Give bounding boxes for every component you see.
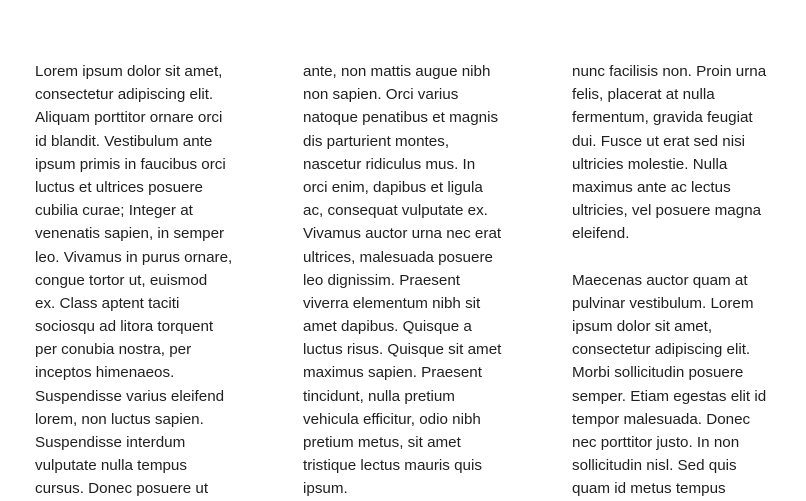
text-column-2	[303, 60, 528, 501]
text-line: vehicula efficitur, odio nibh	[303, 410, 481, 428]
text-line: Aliquam porttitor ornare orci	[35, 109, 223, 127]
text-line: tempor malesuada. Donec	[572, 410, 751, 428]
text-line: cubilia curae; Integer at	[35, 202, 193, 220]
paragraph-break	[572, 246, 797, 269]
text-line: viverra elementum nibh sit	[303, 294, 481, 312]
text-line: ipsum dolor sit amet,	[572, 318, 713, 336]
text-line: ultricies molestie. Nulla	[572, 155, 728, 173]
text-column-1	[35, 60, 260, 501]
text-line: tristique lectus mauris quis	[303, 457, 482, 475]
text-line: felis, placerat at nulla	[572, 86, 715, 104]
text-line: Lorem ipsum dolor sit amet,	[35, 63, 223, 80]
text-line: ultrices, malesuada posuere	[303, 248, 493, 266]
text-line: consectetur adipiscing elit.	[572, 341, 751, 359]
text-line: tincidunt, nulla pretium	[303, 387, 455, 405]
text-line: leo. Vivamus in purus ornare,	[35, 248, 233, 266]
text-line: amet dapibus. Quisque a	[303, 318, 472, 336]
text-line: Vivamus auctor urna nec erat	[303, 225, 502, 243]
text-line: semper. Etiam egestas elit id	[572, 387, 767, 405]
text-line: Maecenas auctor quam at	[572, 271, 748, 289]
text-line: id blandit. Vestibulum ante	[35, 132, 213, 150]
text-line: ipsum.	[303, 480, 348, 498]
text-line: natoque penatibus et magnis	[303, 109, 499, 127]
text-line: congue tortor ut, euismod	[35, 271, 208, 289]
text-line: fermentum, gravida feugiat	[572, 109, 753, 127]
text-line: luctus et ultrices posuere	[35, 178, 203, 196]
text-line: ac, consequat vulputate ex.	[303, 202, 488, 220]
text-line: ultricies, vel posuere magna	[572, 202, 762, 220]
text-line: nunc facilisis non. Proin urna	[572, 63, 767, 80]
text-line: lorem, non luctus sapien.	[35, 410, 204, 428]
text-line: sollicitudin nisl. Sed quis	[572, 457, 737, 475]
text-line: vulputate nulla tempus	[35, 457, 187, 475]
text-line: dis parturient montes,	[303, 132, 450, 150]
text-line: venenatis sapien, in semper	[35, 225, 225, 243]
text-line: Suspendisse interdum	[35, 434, 186, 451]
text-line: nec porttitor justo. In non	[572, 434, 740, 451]
text-line: inceptos himenaeos.	[35, 364, 175, 382]
text-line: sociosqu ad litora torquent	[35, 318, 214, 336]
text-line: cursus. Donec posuere ut	[35, 480, 209, 498]
text-line: per conubia nostra, per	[35, 341, 192, 359]
text-line: maximus sapien. Praesent	[303, 364, 482, 382]
text-line: pretium metus, sit amet	[303, 434, 461, 451]
text-line: pulvinar vestibulum. Lorem	[572, 294, 754, 312]
text-line: luctus risus. Quisque sit amet	[303, 341, 502, 359]
text-line: nascetur ridiculus mus. In	[303, 155, 476, 173]
text-line: Suspendisse varius eleifend	[35, 387, 225, 405]
text-line: non sapien. Orci varius	[303, 86, 459, 104]
text-line: Morbi sollicitudin posuere	[572, 364, 744, 382]
text-column-3	[572, 60, 797, 501]
text-line: maximus ante ac lectus	[572, 178, 731, 196]
text-line: dui. Fusce ut erat sed nisi	[572, 132, 746, 150]
text-line: quam id metus tempus	[572, 480, 726, 498]
text-line: ex. Class aptent taciti	[35, 294, 180, 312]
text-line: ipsum primis in faucibus orci	[35, 155, 226, 173]
text-line: eleifend.	[572, 225, 630, 243]
text-line: orci enim, dapibus et ligula	[303, 178, 483, 196]
text-line: leo dignissim. Praesent	[303, 271, 461, 289]
text-line: ante, non mattis augue nibh	[303, 63, 491, 80]
text-line: consectetur adipiscing elit.	[35, 86, 214, 104]
